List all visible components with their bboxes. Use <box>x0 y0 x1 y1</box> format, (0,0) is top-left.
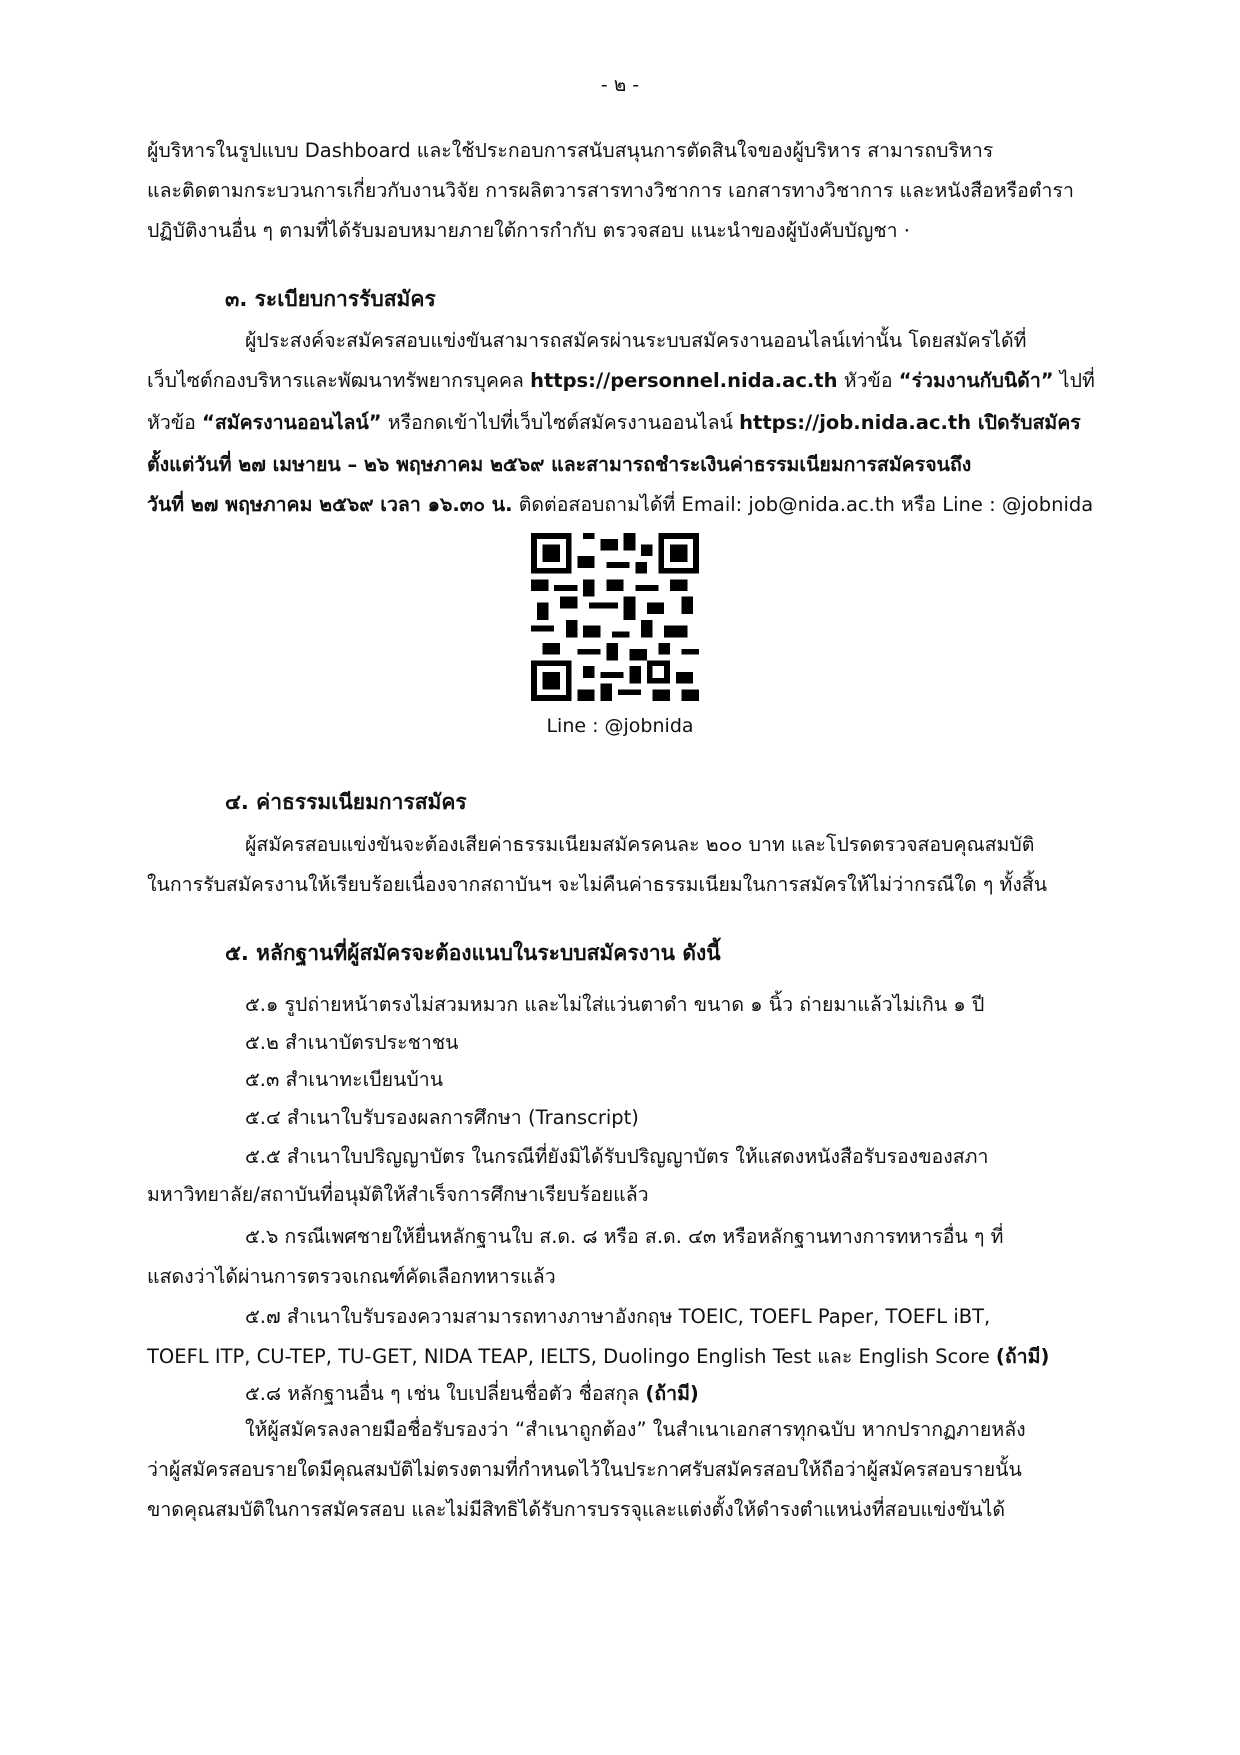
item-5-1: ๕.๑ รูปถ่ายหน้าตรงไม่สวมหมวก และไม่ใส่แว่นตาดำ ขนาด ๑ นิ้ว ถ่ายมาแล้วไม่เกิน ๑ ปี <box>245 993 985 1016</box>
optional-label: (ถ้ามี) <box>995 1345 1050 1368</box>
text: หรือกดเข้าไปที่เว็บไซต์สมัครงานออนไลน์ <box>381 411 740 434</box>
section-3-line-3 <box>147 409 1097 437</box>
text: หัวข้อ <box>147 411 203 434</box>
item-5-5b: มหาวิทยาลัย/สถาบันที่อนุมัติให้สำเร็จการศึกษาเรียบร้อยแล้ว <box>147 1183 649 1206</box>
page-number: - ๒ - <box>600 74 640 96</box>
qr-code-icon[interactable] <box>531 533 699 701</box>
item-5-7b <box>147 1343 1097 1371</box>
deadline-text: วันที่ ๒๗ พฤษภาคม ๒๕๖๙ เวลา ๑๖.๓๐ น. <box>147 493 513 516</box>
section-3-line-1: ผู้ประสงค์จะสมัครสอบแข่งขันสามารถสมัครผ่านระบบสมัครงานออนไลน์เท่านั้น โดยสมัครได้ที่ <box>245 329 1027 352</box>
personnel-url-link[interactable]: https://personnel.nida.ac.th <box>530 369 838 392</box>
note-line-3: ขาดคุณสมบัติในการสมัครสอบ และไม่มีสิทธิได้รับการบรรจุและแต่งตั้งให้ดำรงตำแหน่งที่สอบแข่งขันได้ <box>147 1498 1006 1521</box>
text: เว็บไซต์กองบริหารและพัฒนาทรัพยากรบุคคล <box>147 369 531 392</box>
qr-caption: Line : @jobnida <box>546 715 694 737</box>
intro-line-1: ผู้บริหารในรูปแบบ Dashboard และใช้ประกอบการสนับสนุนการตัดสินใจของผู้บริหาร สามารถบริหาร <box>147 139 994 162</box>
section-3-line-4: ตั้งแต่วันที่ ๒๗ เมษายน – ๒๖ พฤษภาคม ๒๕๖๙ และสามารถชำระเงินค่าธรรมเนียมการสมัครจนถึง <box>147 453 972 476</box>
note-line-2: ว่าผู้สมัครสอบรายใดมีคุณสมบัติไม่ตรงตามที่กำหนดไว้ในประกาศรับสมัครสอบให้ถือว่าผู้สมัครสอบรายนั้น <box>147 1458 1022 1481</box>
item-5-8 <box>245 1380 1195 1408</box>
item-5-4: ๕.๔ สำเนาใบรับรองผลการศึกษา (Transcript) <box>245 1106 639 1129</box>
item-5-6b: แสดงว่าได้ผ่านการตรวจเกณฑ์คัดเลือกทหารแล้ว <box>147 1265 556 1288</box>
topic-join-nida: “ร่วมงานกับนิด้า” <box>898 369 1054 392</box>
text: ๕.๘ หลักฐานอื่น ๆ เช่น ใบเปลี่ยนชื่อตัว ชื่อสกุล <box>245 1382 646 1405</box>
section-4-heading: ๔. ค่าธรรมเนียมการสมัคร <box>225 790 467 814</box>
text: ไปที่ <box>1053 369 1095 392</box>
intro-line-2: และติดตามกระบวนการเกี่ยวกับงานวิจัย การผลิตวารสารทางวิชาการ เอกสารทางวิชาการ และหนังสือหรือตำรา <box>147 179 1074 202</box>
item-5-6a: ๕.๖ กรณีเพศชายให้ยื่นหลักฐานใบ ส.ด. ๘ หรือ ส.ด. ๔๓ หรือหลักฐานทางการทหารอื่น ๆ ที่ <box>245 1225 1004 1248</box>
intro-line-3: ปฏิบัติงานอื่น ๆ ตามที่ได้รับมอบหมายภายใต้การกำกับ ตรวจสอบ แนะนำของผู้บังคับบัญชา · <box>147 219 910 242</box>
text: เปิดรับสมัคร <box>971 411 1081 434</box>
section-3-line-5 <box>147 491 1097 519</box>
text: หัวข้อ <box>837 369 899 392</box>
topic-online-apply: “สมัครงานออนไลน์” <box>202 411 382 434</box>
item-5-5a: ๕.๕ สำเนาใบปริญญาบัตร ในกรณีที่ยังมิได้รับปริญญาบัตร ให้แสดงหนังสือรับรองของสภา <box>245 1145 989 1168</box>
item-5-7a: ๕.๗ สำเนาใบรับรองความสามารถทางภาษาอังกฤษ TOEIC, TOEFL Paper, TOEFL iBT, <box>245 1305 991 1328</box>
contact-text: ติดต่อสอบถามได้ที่ Email: job@nida.ac.th หรือ Line : @jobnida <box>512 493 1094 516</box>
note-line-1: ให้ผู้สมัครลงลายมือชื่อรับรองว่า “สำเนาถูกต้อง” ในสำเนาเอกสารทุกฉบับ หากปรากฏภายหลัง <box>245 1418 1026 1441</box>
section-5-heading: ๕. หลักฐานที่ผู้สมัครจะต้องแนบในระบบสมัครงาน ดังนี้ <box>225 941 721 965</box>
section-4-line-1: ผู้สมัครสอบแข่งขันจะต้องเสียค่าธรรมเนียมสมัครคนละ ๒๐๐ บาท และโปรดตรวจสอบคุณสมบัติ <box>245 833 1035 856</box>
text: TOEFL ITP, CU-TEP, TU-GET, NIDA TEAP, IELTS, Duolingo English Test และ English Score <box>147 1345 996 1368</box>
item-5-2: ๕.๒ สำเนาบัตรประชาชน <box>245 1031 459 1054</box>
section-3-heading: ๓. ระเบียบการรับสมัคร <box>225 287 436 311</box>
section-4-line-2: ในการรับสมัครงานให้เรียบร้อยเนื่องจากสถาบันฯ จะไม่คืนค่าธรรมเนียมในการสมัครให้ไม่ว่ากรณีใด ๆ ทั้งสิ้น <box>147 873 1048 896</box>
job-url-link[interactable]: https://job.nida.ac.th <box>739 411 972 434</box>
optional-label: (ถ้ามี) <box>645 1382 699 1405</box>
section-3-line-2 <box>147 367 1097 395</box>
item-5-3: ๕.๓ สำเนาทะเบียนบ้าน <box>245 1068 444 1091</box>
